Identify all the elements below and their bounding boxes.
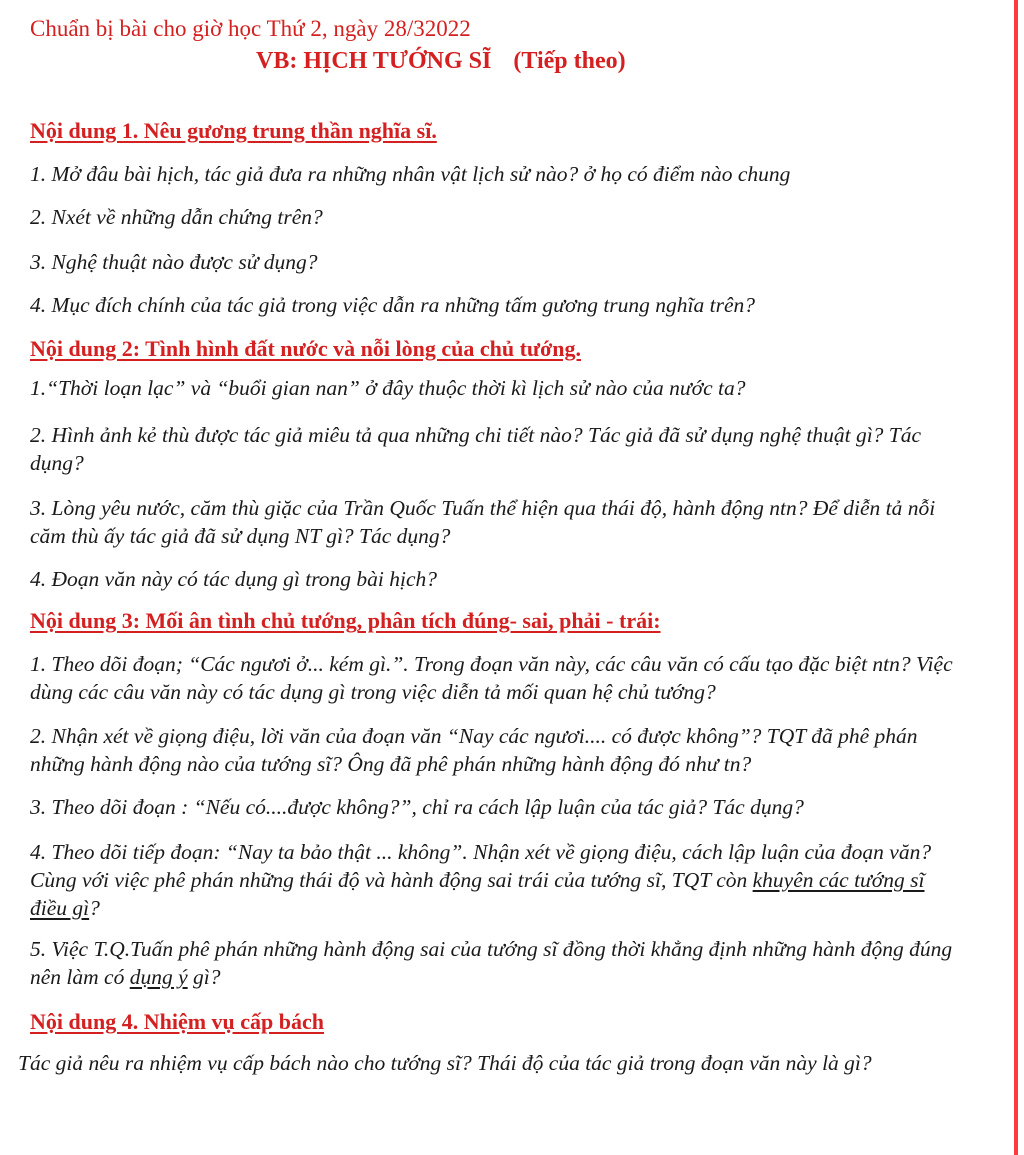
section-2-question-1: 1.“Thời loạn lạc” và “buổi gian nan” ở đây thuộc thời kì lịch sử nào của nước ta? [30, 376, 746, 400]
document-title [256, 48, 626, 75]
section-2-question-2: 2. Hình ảnh kẻ thù được tác giả miêu tả qua những chi tiết nào? Tác giả đã sử dụng nghệ thuật gì? Tác dụng? [30, 423, 922, 475]
section-4-heading: Nội dung 4. Nhiệm vụ cấp bách [30, 1009, 325, 1034]
section-2-heading: Nội dung 2: Tình hình đất nước và nỗi lòng của chủ tướng. [30, 336, 582, 361]
section-3-question-2: 2. Nhận xét về giọng điệu, lời văn của đoạn văn “Nay các ngươi.... có được không”? TQT đã phê phán những hành động nào của tướng sĩ? Ông đã phê phán những hành động đó như tn? [30, 724, 918, 776]
section-3-question-4-text: 4. Theo dõi tiếp đoạn: “Nay ta bảo thật ... không”. Nhận xét về giọng điệu, cách lập luận của đoạn văn? Cùng với việc phê phán những thái độ và hành động sai trái của tướng sĩ, TQT còn [30, 840, 932, 892]
prep-header-line: Chuẩn bị bài cho giờ học Thứ 2, ngày 28/32022 [30, 16, 471, 41]
section-1-question-2: 2. Nxét về những dẫn chứng trên? [30, 205, 323, 229]
section-3-question-3: 3. Theo dõi đoạn : “Nếu có....được không?”, chỉ ra cách lập luận của tác giả? Tác dụng? [30, 795, 804, 819]
section-3-question-4-underlined: khuyên các tướng sĩ điều gì [30, 868, 925, 920]
section-3-question-4 [30, 838, 960, 922]
section-3-question-5 [30, 935, 960, 991]
page-edge-line [1014, 0, 1018, 1155]
section-1-question-3: 3. Nghệ thuật nào được sử dụng? [30, 250, 318, 274]
section-1-question-1: 1. Mở đâu bài hịch, tác giả đưa ra những nhân vật lịch sử nào? ở họ có điểm nào chung [30, 162, 791, 186]
section-3-question-5-underlined: dụng ý [129, 965, 188, 989]
section-1-question-4: 4. Mục đích chính của tác giả trong việc dẫn ra những tấm gương trung nghĩa trên? [30, 293, 756, 317]
section-3-question-1: 1. Theo dõi đoạn; “Các ngươi ở... kém gì.”. Trong đoạn văn này, các câu văn có cấu tạo đặc biệt ntn? Việc dùng các câu văn này có tác dụng gì trong việc diễn tả mối quan hệ chủ tướng? [30, 652, 953, 704]
title-subtitle: (Tiếp theo) [513, 48, 626, 74]
title-main: VB: HỊCH TƯỚNG SĨ [256, 48, 492, 74]
section-3-question-4-end: ? [89, 896, 100, 920]
section-2-question-4: 4. Đoạn văn này có tác dụng gì trong bài hịch? [30, 567, 438, 591]
section-2-question-3: 3. Lòng yêu nước, căm thù giặc của Trần Quốc Tuấn thể hiện qua thái độ, hành động ntn? Để diễn tả nỗi căm thù ấy tác giả đã sử dụng NT gì? Tác dụng? [30, 496, 936, 548]
section-3-question-5-end: gì? [187, 965, 221, 989]
section-1-heading: Nội dung 1. Nêu gương trung thần nghĩa sĩ. [30, 118, 437, 143]
section-4-question-1: Tác giả nêu ra nhiệm vụ cấp bách nào cho tướng sĩ? Thái độ của tác giả trong đoạn văn này là gì? [18, 1051, 872, 1075]
section-3-heading: Nội dung 3: Mối ân tình chủ tướng, phân tích đúng- sai, phải - trái: [30, 608, 661, 633]
section-3-question-5-text: 5. Việc T.Q.Tuấn phê phán những hành động sai của tướng sĩ đồng thời khẳng định những hành động đúng nên làm có [30, 937, 953, 989]
